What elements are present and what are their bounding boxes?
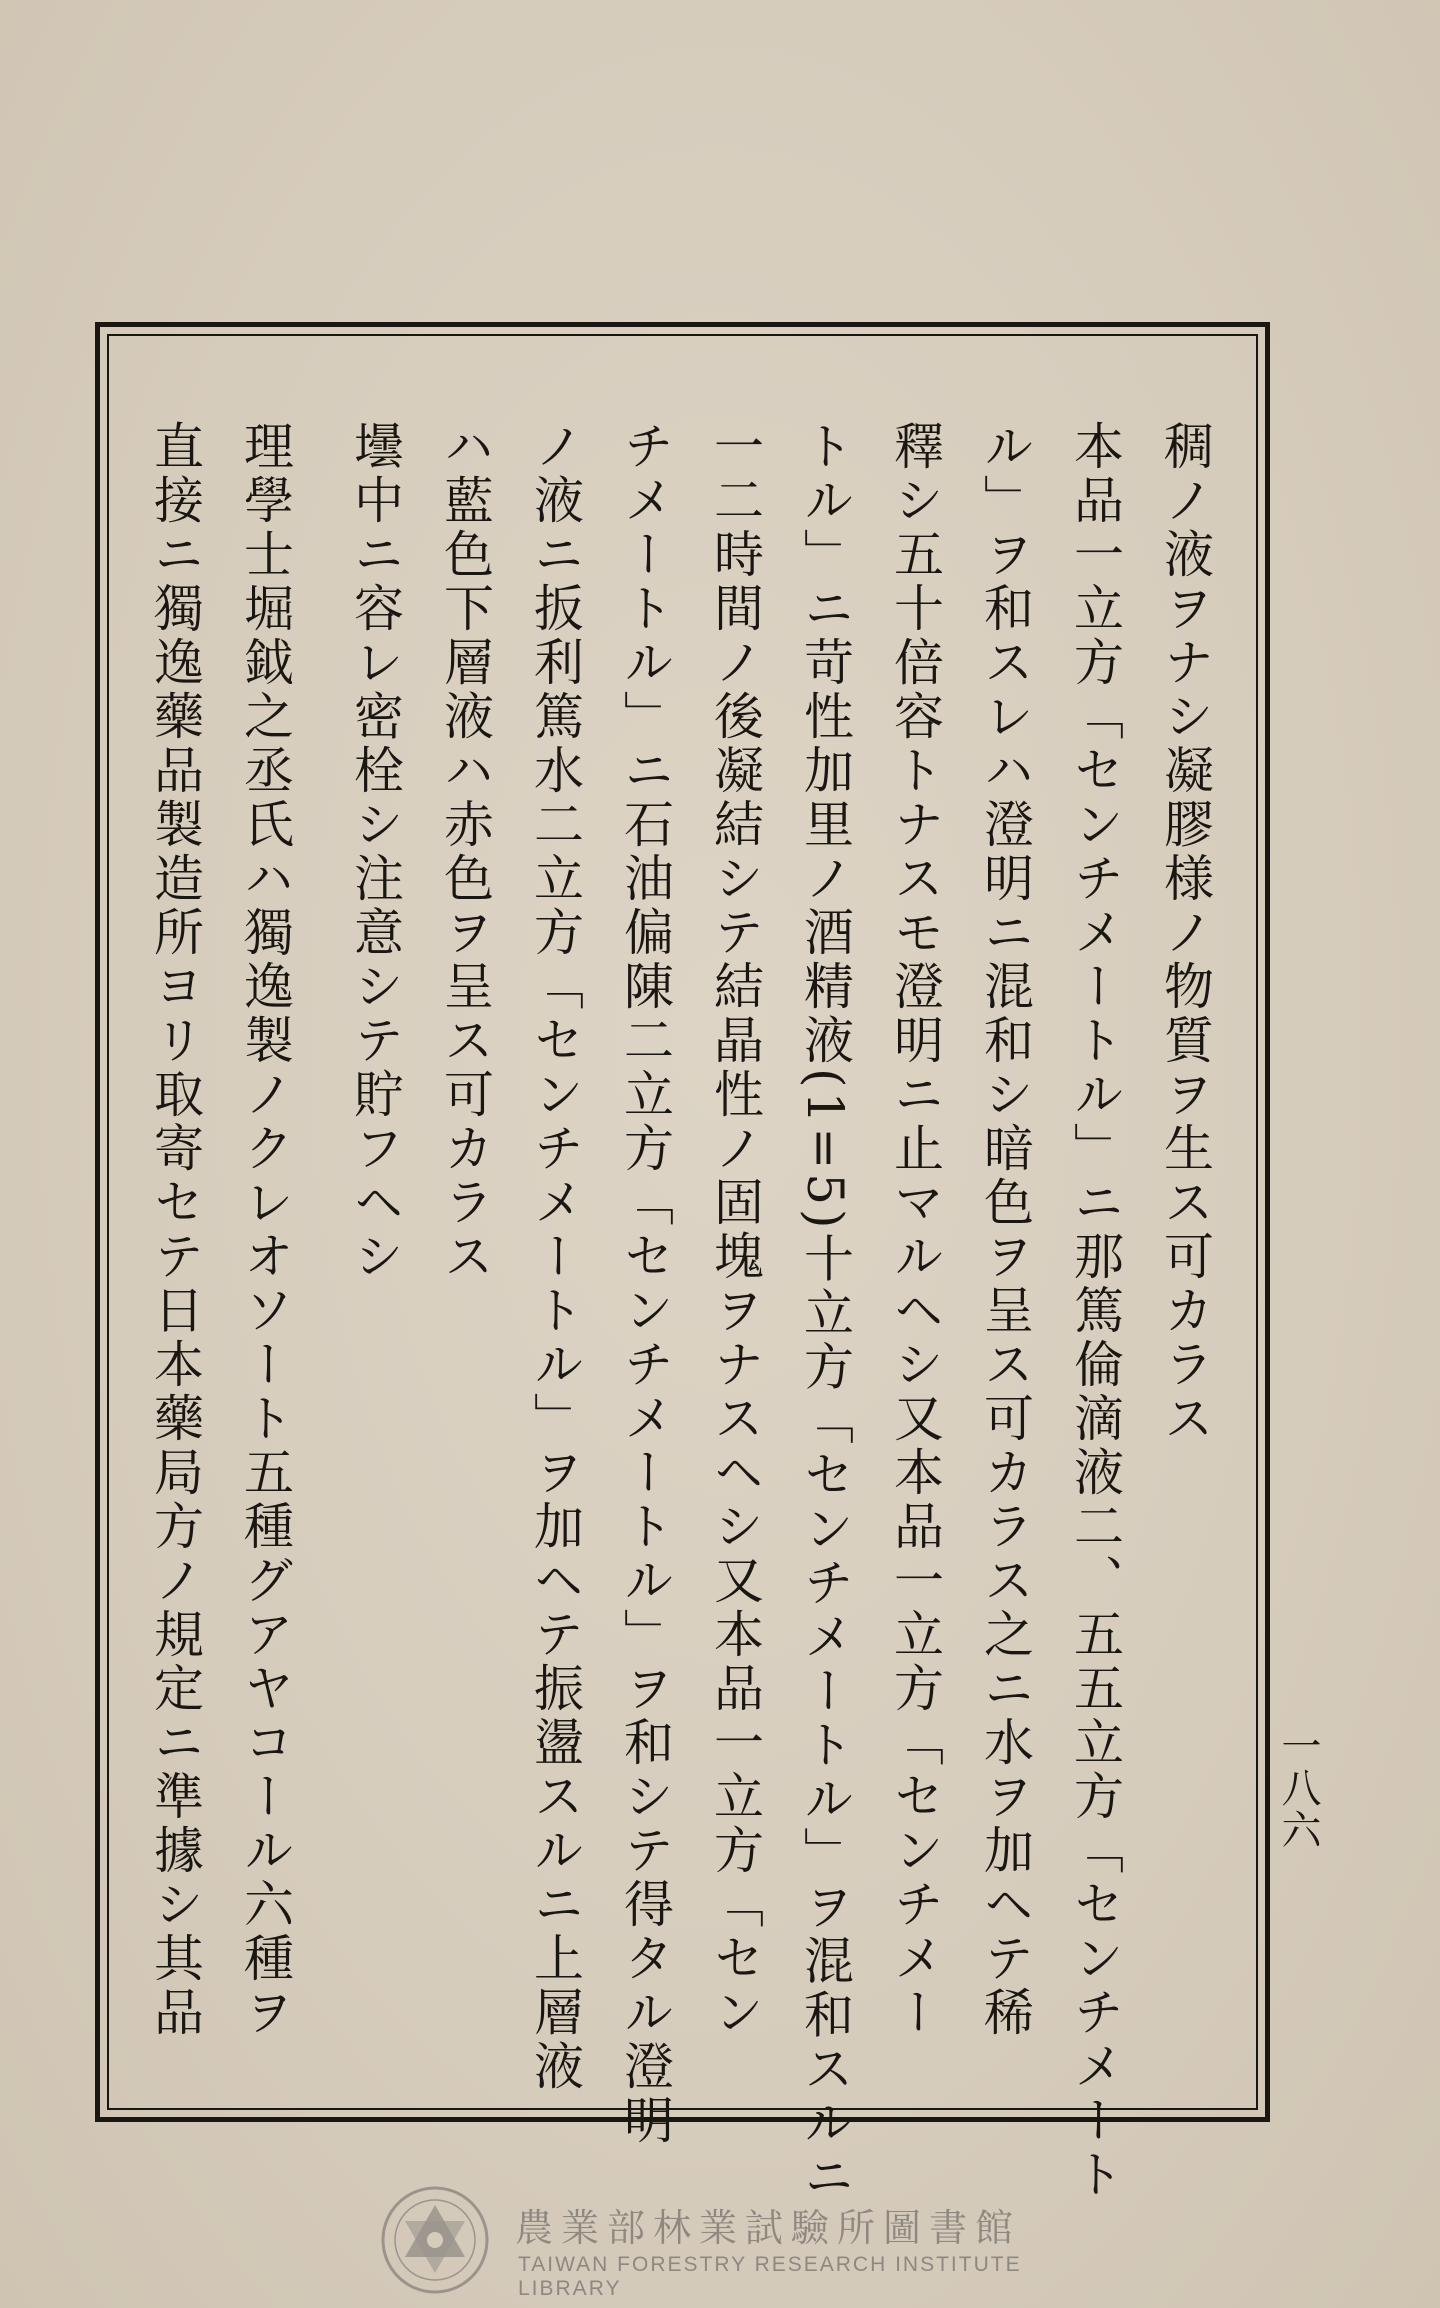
library-name-chinese: 農業部林業試驗所圖書館 [515,2206,1022,2250]
text-column: 稠ノ液ヲナシ凝膠様ノ物質ヲ生ス可カラス [1156,420,1214,1446]
text-column: 壜中ニ容レ密栓シ注意シテ貯フヘシ [346,420,404,1284]
library-name-english: TAIWAN FORESTRY RESEARCH INSTITUTE LIBRARY [518,2253,1022,2300]
text-column: チメートル」ニ石油偏陳二立方「センチメートル」ヲ和シテ得タル澄明 [616,420,674,2148]
text-column: ル」ヲ和スレハ澄明ニ混和シ暗色ヲ呈ス可カラス之ニ水ヲ加ヘテ稀 [976,420,1034,2040]
page-number: 一八六 [1275,1725,1321,1851]
text-column: 一二時間ノ後凝結シテ結晶性ノ固塊ヲナスヘシ又本品一立方「セン [706,420,764,2040]
text-column: 釋シ五十倍容トナスモ澄明ニ止マルヘシ又本品一立方「センチメー [886,420,944,2040]
text-column: 直接ニ獨逸藥品製造所ヨリ取寄セテ日本藥局方ノ規定ニ準據シ其品 [146,420,204,2040]
library-seal-icon [380,2185,490,2295]
library-watermark [370,2185,1090,2300]
text-column: 本品一立方「センチメートル」ニ那篤倫滴液二、五五立方「センチメート [1066,420,1124,2202]
text-column: トル」ニ苛性加里ノ酒精液(1=5)十立方「センチメートル」ヲ混和スルニ [796,420,854,2205]
text-column: 理學士堀鉞之丞氏ハ獨逸製ノクレオソート五種グアヤコール六種ヲ [236,420,294,2040]
vertical-text-body [140,420,1220,2205]
text-column: ハ藍色下層液ハ赤色ヲ呈ス可カラス [436,420,494,1284]
text-column: ノ液ニ扳利篤水二立方「センチメートル」ヲ加ヘテ振盪スルニ上層液 [526,420,584,2094]
